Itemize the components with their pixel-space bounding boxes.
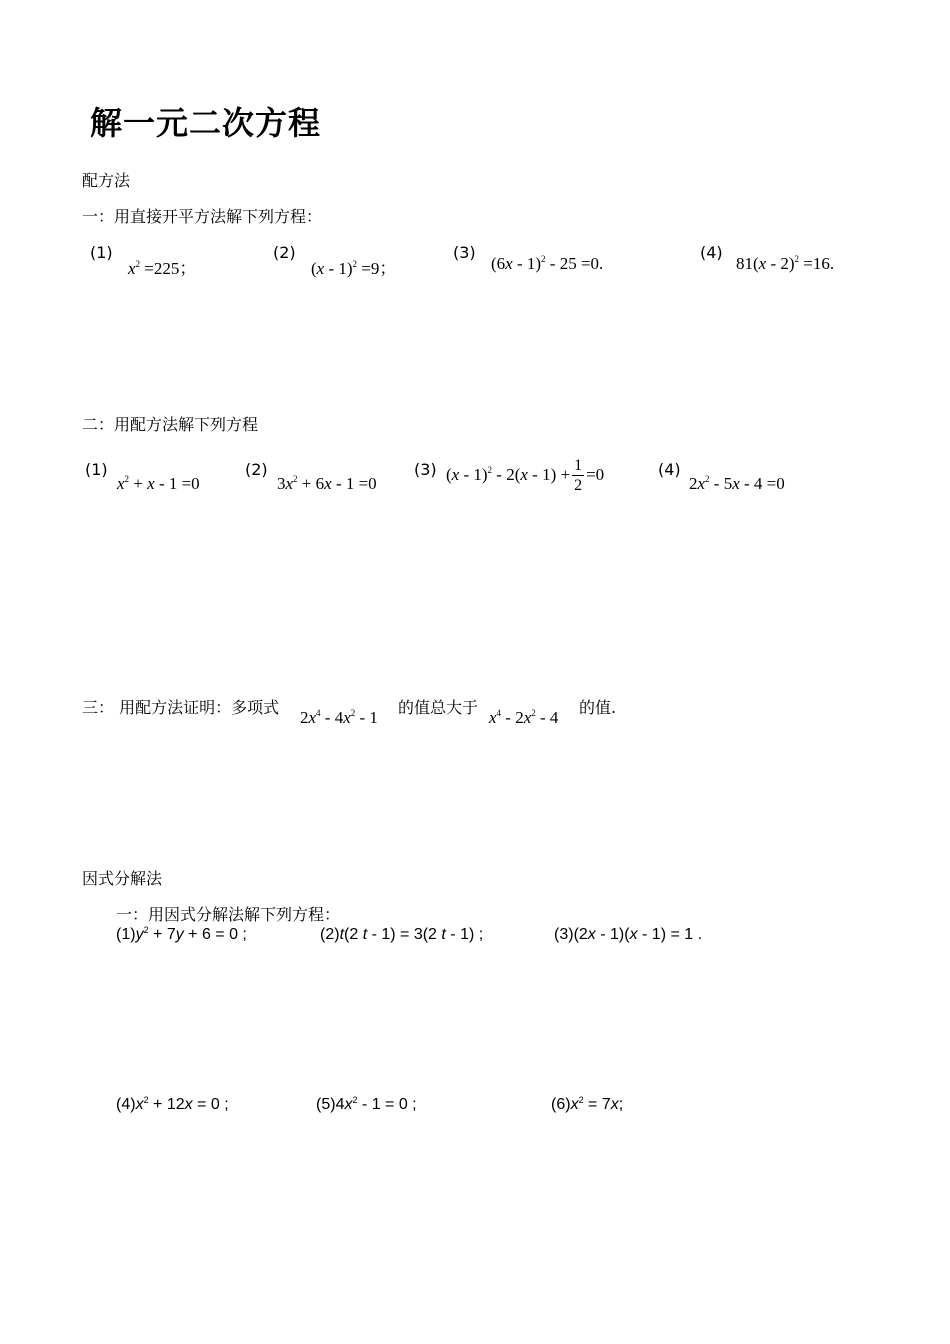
part2-problem-1 — [85, 460, 108, 479]
factoring-problem-1: $(1)y^2 + 7y + 6 = 0$ ; — [116, 925, 247, 943]
problem-label: (5) — [316, 1096, 336, 1113]
factoring-problem-4: $(4)x^2 + 12x = 0$ ; — [116, 1095, 229, 1113]
problem-label: (2) — [245, 460, 268, 479]
problem-label: (1) — [85, 460, 108, 479]
problem-label: (3) — [554, 926, 574, 943]
equation: $x^2 =225$； — [128, 259, 197, 278]
part1-problem-3 — [453, 243, 476, 262]
factoring-problem-2: (2)t(2 t - 1) = 3(2 t - 1) ; — [320, 926, 484, 943]
problem-label: (4) — [658, 460, 681, 479]
factoring-problem-6: $(6)x^2 = 7x$; — [551, 1095, 624, 1113]
part2-problem-2 — [245, 460, 268, 479]
part1-problem-1 — [90, 243, 113, 262]
problem-label: (3) — [453, 243, 476, 262]
equation: 81(x - 2)$^2$ =16. — [736, 254, 835, 273]
problem-label: (1) — [116, 926, 136, 943]
part1-problem-4 — [700, 243, 723, 262]
equation: (x - 1)$^2$ =9； — [311, 259, 397, 278]
problem-label: (4) — [700, 243, 723, 262]
section-heading-completing-square: 配方法 — [82, 171, 131, 190]
problem-label: (4) — [116, 1096, 136, 1113]
part1-heading: 一：用直接开平方法解下列方程： — [82, 207, 323, 226]
factoring-problem-5: $(5)4x^2 - 1 = 0$ ; — [316, 1095, 417, 1113]
equation: $2x^2 - 5x - 4 =0$ — [689, 474, 785, 493]
polynomial-1: $2x^4 - 4x^2 - 1$ — [300, 708, 378, 727]
part2-heading: 二：用配方法解下列方程 — [82, 415, 259, 434]
part3-heading: 三： 用配方法证明：多项式 — [82, 698, 280, 717]
equation: (6x - 1)$^2$ - 25 =0. — [491, 254, 604, 273]
problem-label: (3) — [414, 460, 437, 479]
part3-mid-text: 的值总大于 — [398, 698, 479, 717]
part3-end-text: 的值. — [579, 698, 617, 717]
problem-label: (6) — [551, 1096, 571, 1113]
part1-problem-2 — [273, 243, 296, 262]
polynomial-2: $x^4 - 2x^2 - 4$ — [489, 708, 559, 727]
equation: $x^2 + x - 1 =0$ — [117, 474, 200, 493]
problem-label: (1) — [90, 243, 113, 262]
section-heading-factoring: 因式分解法 — [82, 869, 163, 888]
factoring-problem-3: (3)(2x - 1)(x - 1) = 1 . — [554, 926, 703, 943]
equation: (x - 1)$^2$ - 2(x - 1) + $\frac{1}{2}$ =0 — [446, 457, 605, 494]
page-title: 解一元二次方程 — [90, 104, 322, 142]
problem-label: (2) — [273, 243, 296, 262]
equation: $3x^2 + 6x - 1 =0$ — [277, 474, 377, 493]
problem-label: (2) — [320, 926, 340, 943]
part2-problem-4 — [658, 460, 681, 479]
fraction: $\frac{1}{2}$ — [574, 457, 583, 494]
factoring-part1-heading: 一：用因式分解法解下列方程： — [116, 905, 341, 924]
part2-problem-3 — [414, 460, 437, 479]
